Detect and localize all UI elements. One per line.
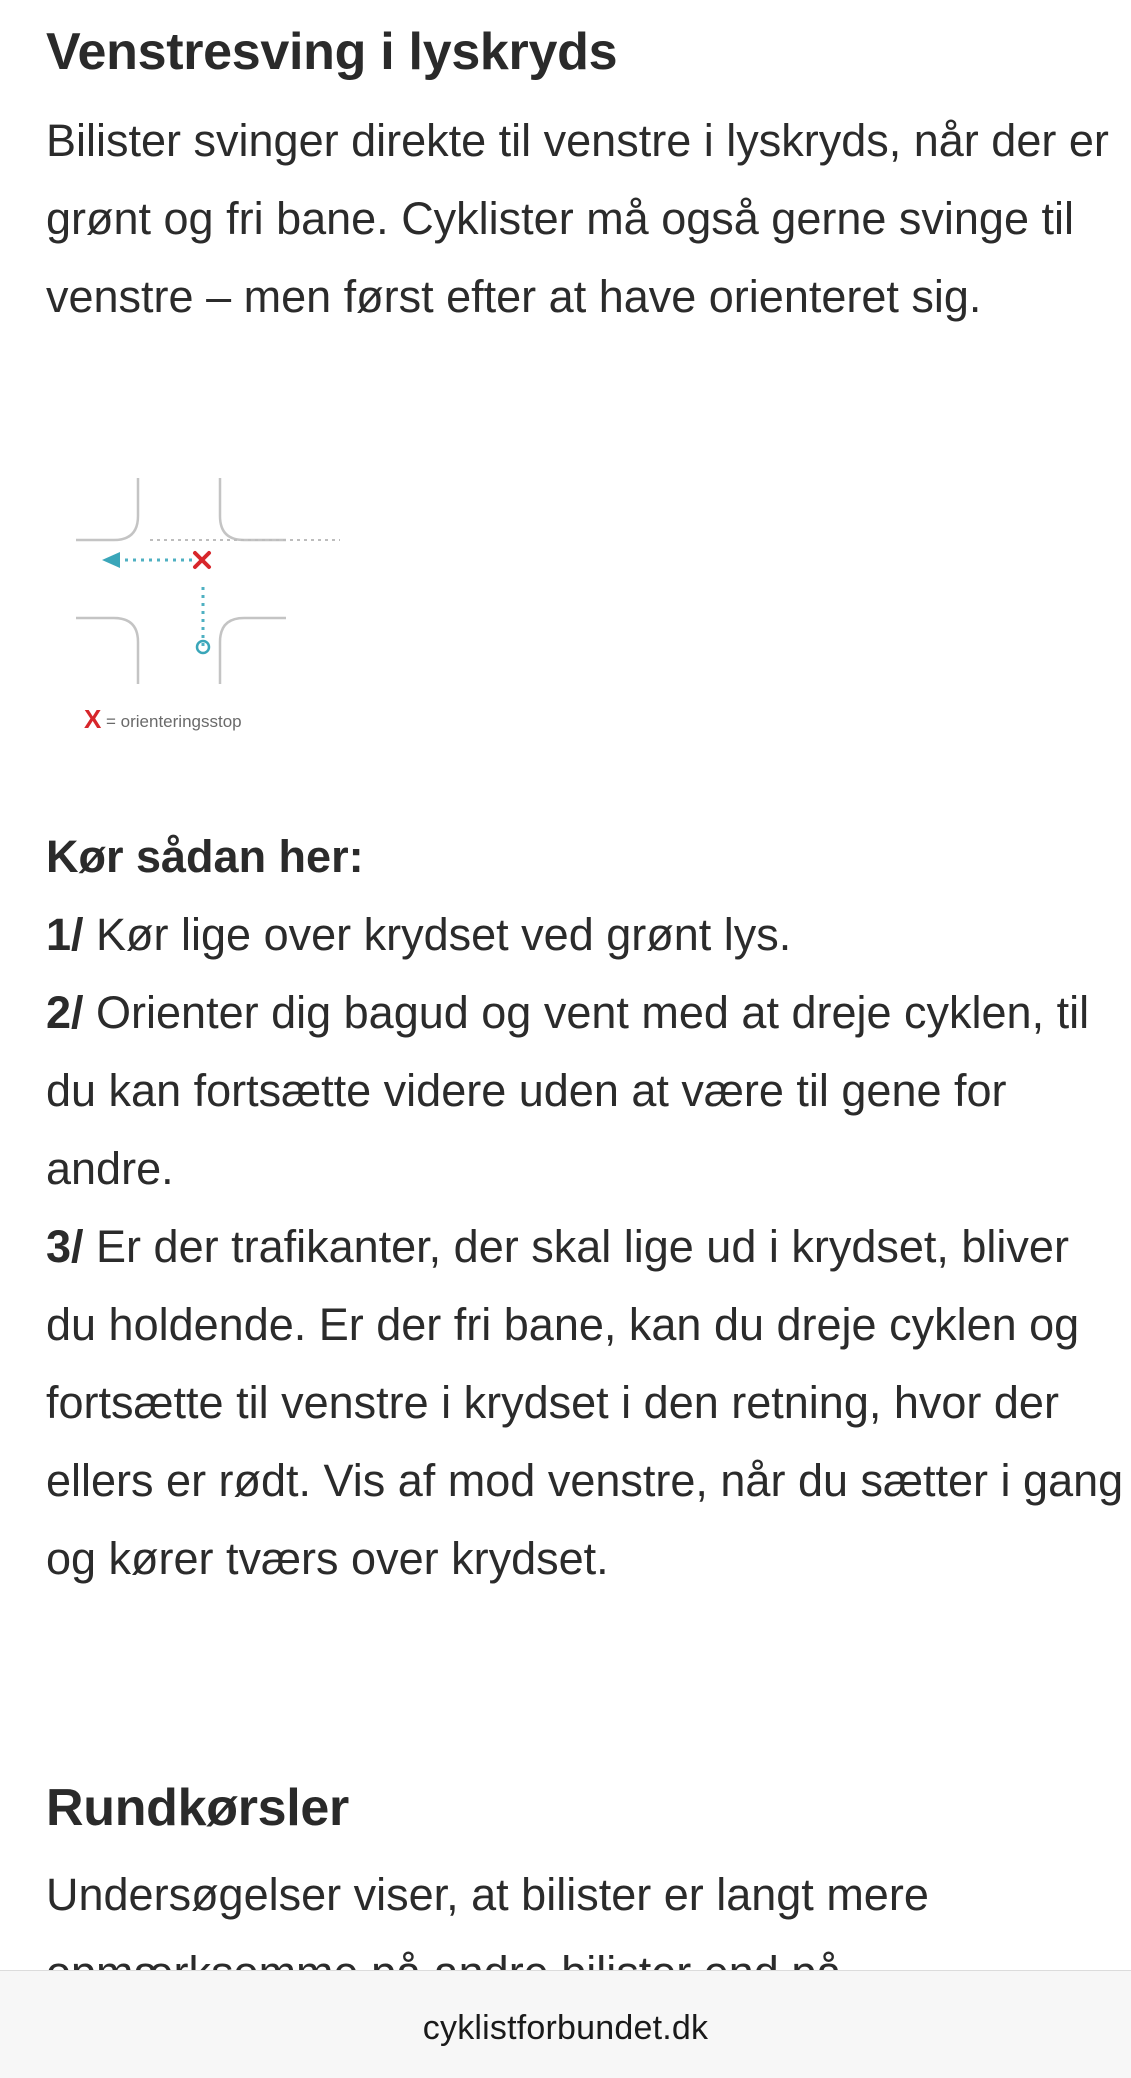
section-heading-roundabouts: Rundkørsler — [46, 1779, 349, 1837]
step-text-1: Kør lige over krydset ved grønt lys. — [83, 909, 792, 960]
browser-bottom-bar — [0, 1970, 1131, 2078]
step-text-2: Orienter dig bagud og vent med at dreje cyklen, til du kan fortsætte videre uden at være til gene for andre. — [46, 987, 1090, 1194]
roundabout-intro-text: Undersøgelser viser, at bilister er langt mere — [46, 1869, 929, 1920]
how-to-instructions — [46, 818, 1126, 1598]
intersection-curbs — [76, 478, 286, 684]
route-arrowhead — [102, 552, 120, 568]
step-number-1: 1/ — [46, 909, 84, 960]
legend-text: = orienteringsstop — [106, 712, 242, 731]
orientation-stop-marker — [195, 553, 209, 567]
section-intro-text: Bilister svinger direkte til venstre i lyskryds, når der er grønt og fri bane. Cyklister må også gerne svinge til venstre – men først efter at have orienteret sig. — [46, 115, 1109, 322]
step-text-3: Er der trafikanter, der skal lige ud i krydset, bliver du holdende. Er der fri bane, kan du dreje cyklen og fortsætte til venstre i krydset i den retning, hvor der ellers er rødt. Vis af mod venstre, når du sætter i gang og kører tværs over krydset. — [46, 1221, 1124, 1584]
address-bar-url[interactable]: cyklistforbundet.dk — [422, 2009, 709, 2047]
section-heading-left-turn: Venstresving i lyskryds — [46, 23, 618, 81]
start-point — [197, 641, 209, 653]
left-turn-diagram — [68, 466, 358, 746]
how-to-lead: Kør sådan her: — [46, 831, 364, 882]
step-number-3: 3/ — [46, 1221, 84, 1272]
legend-symbol: X — [84, 704, 102, 734]
step-number-2: 2/ — [46, 987, 84, 1038]
